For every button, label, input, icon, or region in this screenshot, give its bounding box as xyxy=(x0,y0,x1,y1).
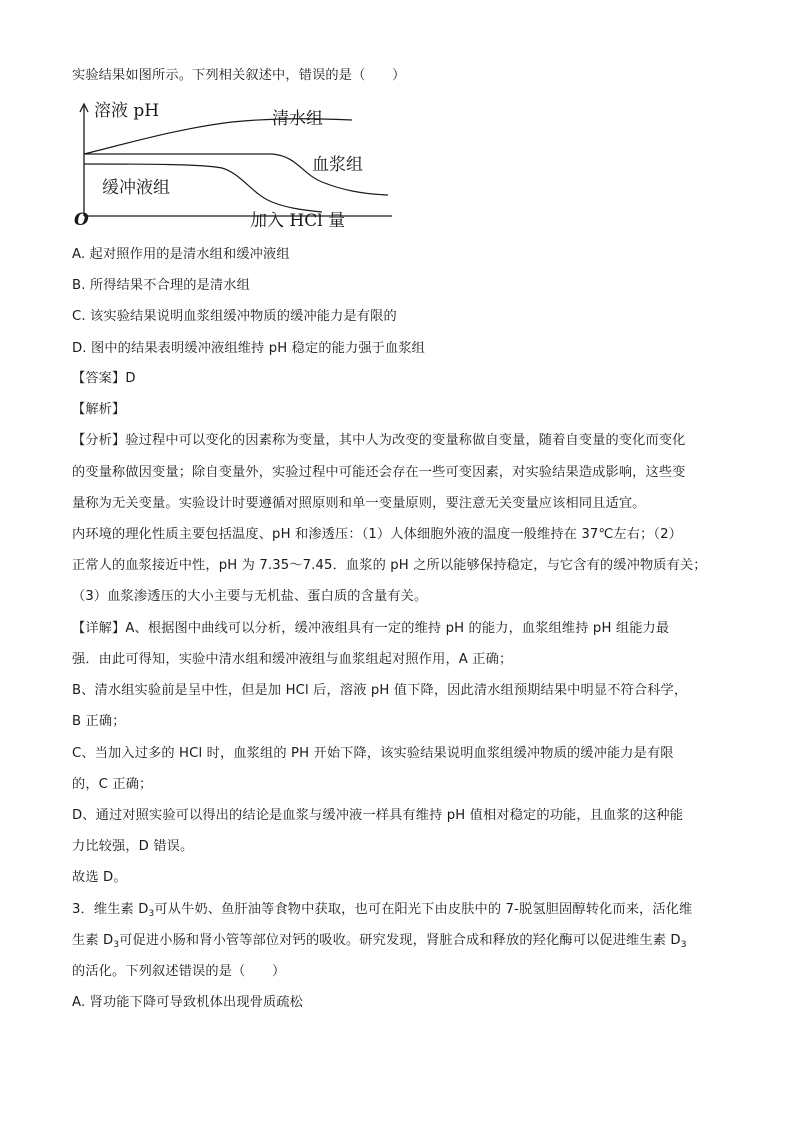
y-axis-label: 溶液 pH xyxy=(94,101,160,121)
analysis-line: 正常人的血浆接近中性，pH 为 7.35～7.45．血浆的 pH 之所以能够保持稳定，与它含有的缓冲物质有关； xyxy=(72,558,707,573)
detail-line: 故选 D。 xyxy=(72,870,127,885)
detail-line: 强．由此可得知，实验中清水组和缓冲液组与血浆组起对照作用，A 正确； xyxy=(72,652,513,667)
question-3-line-1 xyxy=(72,901,722,923)
q3-subscript: 3 xyxy=(113,940,120,950)
analysis-line: 内环境的理化性质主要包括温度、pH 和渗透压：（1）人体细胞外液的温度一般维持在 37℃左右；（2） xyxy=(72,527,683,542)
q3-subscript: 3 xyxy=(680,940,687,950)
answer-value: D xyxy=(125,371,136,386)
analysis-tag: 【解析】 xyxy=(72,402,126,417)
analysis-line: （3）血浆渗透压的大小主要与无机盐、蛋白质的含量有关。 xyxy=(72,589,428,604)
analysis-line: 【分析】验过程中可以变化的因素称为变量，其中人为改变的变量称做自变量，随着自变量的变化而变化 xyxy=(72,433,686,448)
q3-text: 可促进小肠和肾小管等部位对钙的吸收。研究发现，肾脏合成和释放的羟化酶可以促进维生素 D xyxy=(119,933,681,948)
detail-line: B、清水组实验前是呈中性，但是加 HCl 后，溶液 pH 值下降，因此清水组预期结果中明显不符合科学， xyxy=(72,683,688,698)
detail-line: 的，C 正确； xyxy=(72,777,153,792)
origin-label: O xyxy=(74,210,89,230)
detail-line: B 正确； xyxy=(72,714,126,729)
answer-tag: 【答案】 xyxy=(72,371,126,386)
option-d: D. 图中的结果表明缓冲液组维持 pH 稳定的能力强于血浆组 xyxy=(72,341,426,356)
q3-text: 可从牛奶、鱼肝油等食物中获取，也可在阳光下由皮肤中的 7-脱氢胆固醇转化而来，活化维 xyxy=(154,902,693,917)
question-3-option-a: A. 肾功能下降可导致机体出现骨质疏松 xyxy=(72,995,304,1010)
option-b: B. 所得结果不合理的是清水组 xyxy=(72,278,250,293)
series-label-water: 清水组 xyxy=(272,109,323,129)
detail-line: D、通过对照实验可以得出的结论是血浆与缓冲液一样具有维持 pH 值相对稳定的功能，且血浆的这种能 xyxy=(72,808,684,823)
experiment-figure xyxy=(72,98,402,230)
q3-text: 3．维生素 D xyxy=(72,902,149,917)
question-3-line-2 xyxy=(72,932,722,954)
answer-line xyxy=(72,370,722,388)
question-3-line-3: 的活化。下列叙述错误的是（ ） xyxy=(72,964,286,979)
x-axis-label: 加入 HCl 量 xyxy=(250,211,346,230)
detail-line: C、当加入过多的 HCl 时，血浆组的 PH 开始下降，该实验结果说明血浆组缓冲物质的缓冲能力是有限 xyxy=(72,746,674,761)
option-c: C. 该实验结果说明血浆组缓冲物质的缓冲能力是有限的 xyxy=(72,309,397,324)
ph-chart xyxy=(72,98,402,230)
series-label-buffer: 缓冲液组 xyxy=(102,178,170,198)
q3-text: 生素 D xyxy=(72,933,114,948)
question-stem: 实验结果如图所示。下列相关叙述中，错误的是（ ） xyxy=(72,68,406,83)
analysis-line: 量称为无关变量。实验设计时要遵循对照原则和单一变量原则，要注意无关变量应该相同且适宜。 xyxy=(72,496,646,511)
detail-line: 【详解】A、根据图中曲线可以分析，缓冲液组具有一定的维持 pH 的能力，血浆组维持 pH 组能力最 xyxy=(72,621,670,636)
series-label-plasma: 血浆组 xyxy=(312,155,363,175)
option-a: A. 起对照作用的是清水组和缓冲液组 xyxy=(72,247,290,262)
q3-subscript: 3 xyxy=(148,909,155,919)
analysis-line: 的变量称做因变量；除自变量外，实验过程中可能还会存在一些可变因素，对实验结果造成影响，这些变 xyxy=(72,465,686,480)
detail-line: 力比较强，D 错误。 xyxy=(72,839,194,854)
